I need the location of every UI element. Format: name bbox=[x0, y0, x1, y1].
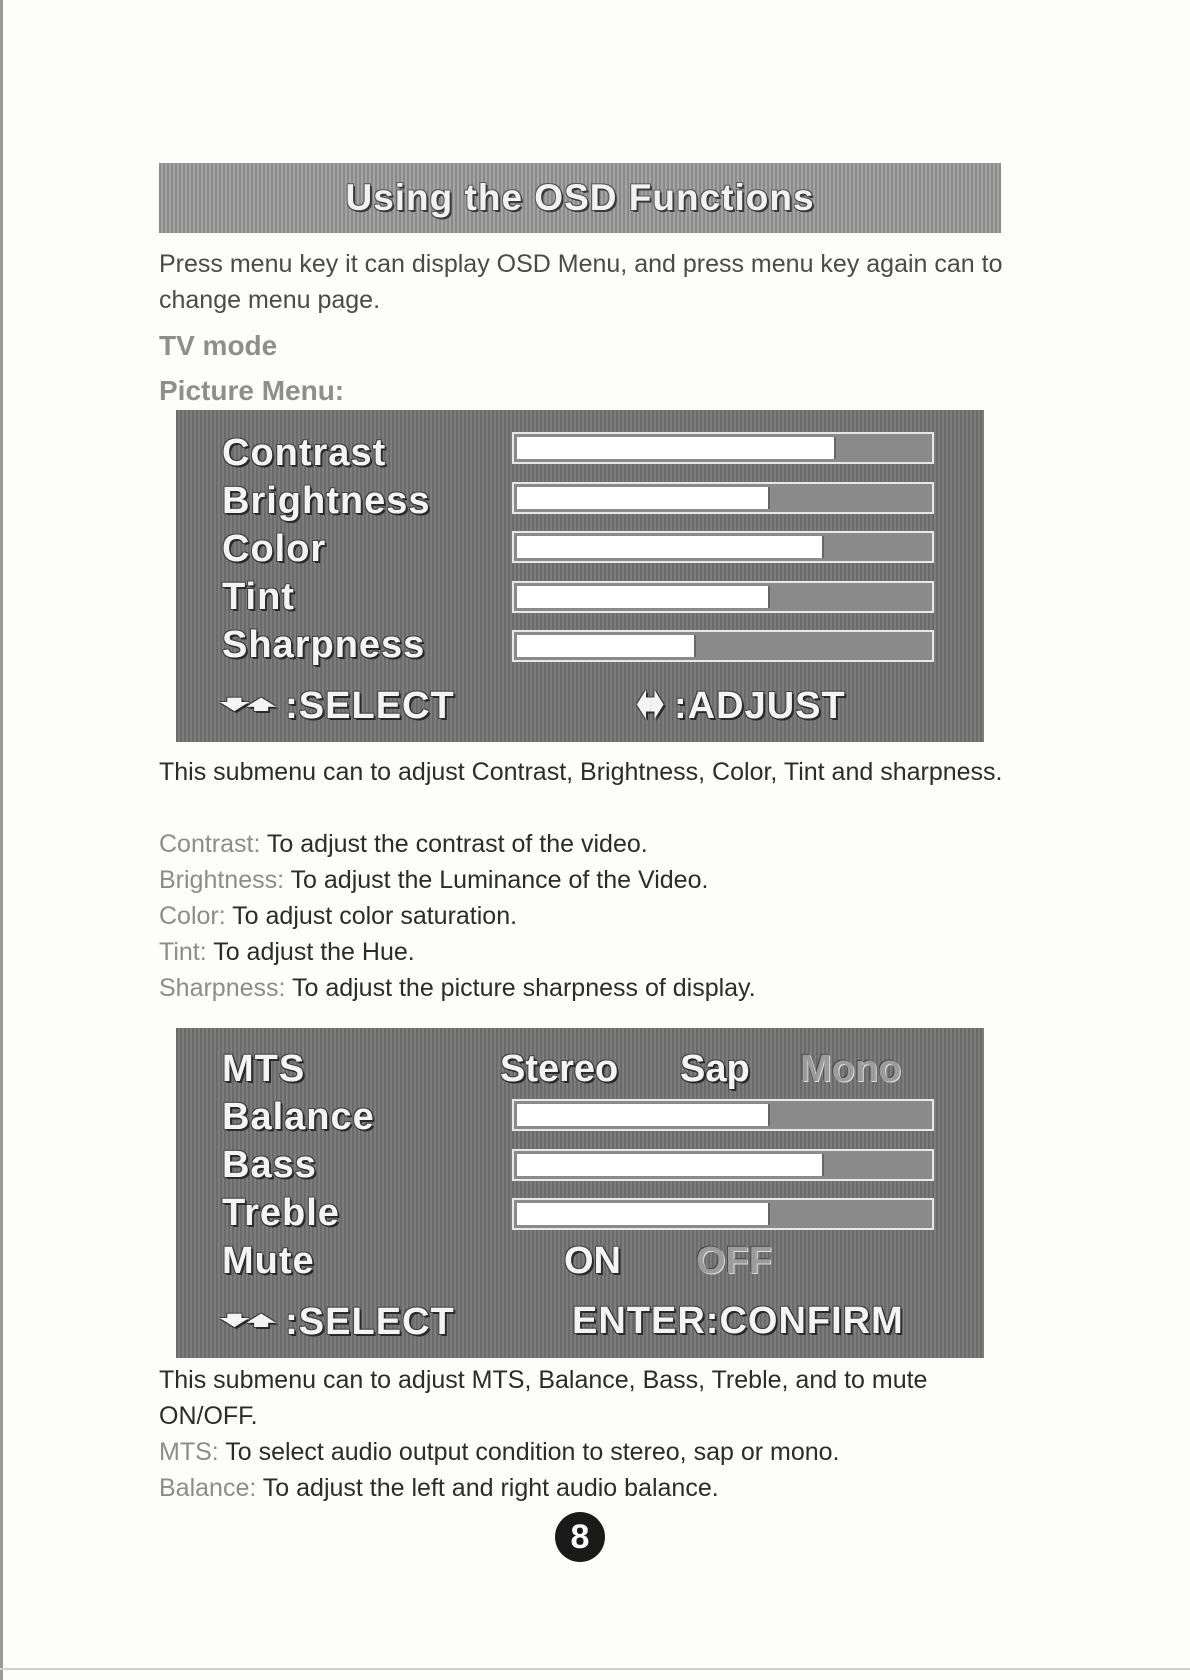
desc-brightness-text: To adjust the Luminance of the Video. bbox=[284, 866, 709, 894]
mts-option-sap[interactable]: Sap bbox=[680, 1048, 750, 1090]
page-edge bbox=[0, 0, 3, 1680]
osd-label-treble: Treble bbox=[222, 1192, 340, 1234]
slider-fill bbox=[517, 487, 770, 509]
color-slider[interactable] bbox=[512, 531, 934, 563]
adjust-hint-text: :ADJUST bbox=[674, 685, 846, 727]
term-brightness: Brightness: bbox=[159, 866, 285, 894]
bass-slider[interactable] bbox=[512, 1149, 934, 1181]
slider-fill bbox=[517, 1104, 770, 1126]
audio-select-hint-text: :SELECT bbox=[285, 1301, 455, 1343]
picture-intro: This submenu can to adjust Contrast, Brightness, Color, Tint and sharpness. bbox=[159, 758, 1003, 786]
slider-fill bbox=[517, 437, 836, 459]
osd-label-bass: Bass bbox=[222, 1144, 317, 1186]
mode-heading: TV mode bbox=[159, 330, 278, 361]
desc-tint bbox=[159, 934, 415, 970]
slider-fill bbox=[517, 1154, 824, 1176]
osd-label-balance: Balance bbox=[222, 1096, 375, 1138]
desc-mts bbox=[159, 1434, 839, 1470]
brightness-slider[interactable] bbox=[512, 482, 934, 514]
mute-option-off[interactable]: OFF bbox=[696, 1240, 772, 1282]
tint-slider[interactable] bbox=[512, 581, 934, 613]
term-balance: Balance: bbox=[159, 1474, 257, 1502]
desc-sharpness-text: To adjust the picture sharpness of display. bbox=[285, 974, 756, 1002]
term-mts: MTS: bbox=[159, 1438, 219, 1466]
confirm-hint: ENTER:CONFIRM bbox=[572, 1300, 904, 1342]
menu-heading: Picture Menu: bbox=[159, 375, 345, 406]
slider-fill bbox=[517, 635, 696, 657]
slider-fill bbox=[517, 536, 824, 558]
left-right-arrow-icon: 🡀🡂 bbox=[636, 689, 663, 720]
desc-balance bbox=[159, 1470, 719, 1506]
osd-label-contrast: Contrast bbox=[222, 432, 387, 474]
osd-label-tint: Tint bbox=[222, 576, 295, 618]
mute-option-on[interactable]: ON bbox=[564, 1240, 621, 1282]
adjust-hint bbox=[636, 684, 846, 732]
audio-select-hint bbox=[220, 1300, 455, 1348]
balance-slider[interactable] bbox=[512, 1099, 934, 1131]
osd-label-color: Color bbox=[222, 528, 327, 570]
select-hint-text: :SELECT bbox=[285, 685, 455, 727]
mts-option-mono[interactable]: Mono bbox=[800, 1048, 902, 1090]
desc-contrast-text: To adjust the contrast of the video. bbox=[260, 830, 648, 858]
section-title: Using the OSD Functions bbox=[345, 177, 815, 218]
desc-brightness bbox=[159, 862, 708, 898]
term-contrast: Contrast: bbox=[159, 830, 261, 858]
term-color: Color: bbox=[159, 902, 226, 930]
desc-balance-text: To adjust the left and right audio balance. bbox=[256, 1474, 719, 1502]
down-up-arrow-icon: 🡃🡁 bbox=[220, 689, 274, 720]
term-tint: Tint: bbox=[159, 938, 207, 966]
term-sharpness: Sharpness: bbox=[159, 974, 286, 1002]
section-title-bar bbox=[159, 163, 1001, 233]
bottom-rule bbox=[0, 1668, 1190, 1670]
osd-label-brightness: Brightness bbox=[222, 480, 431, 522]
slider-fill bbox=[517, 1203, 770, 1225]
select-hint bbox=[220, 684, 455, 732]
contrast-slider[interactable] bbox=[512, 432, 934, 464]
page-number-badge: 8 bbox=[555, 1512, 605, 1562]
osd-label-sharpness: Sharpness bbox=[222, 624, 426, 666]
mts-option-stereo[interactable]: Stereo bbox=[500, 1048, 619, 1090]
desc-contrast bbox=[159, 826, 648, 862]
desc-mts-text: To select audio output condition to stereo, sap or mono. bbox=[218, 1438, 840, 1466]
slider-fill bbox=[517, 586, 770, 608]
intro-text: Press menu key it can display OSD Menu, and press menu key again can to change menu page. bbox=[159, 250, 1003, 314]
osd-label-mts: MTS bbox=[222, 1048, 306, 1090]
audio-osd-menu bbox=[176, 1028, 984, 1358]
picture-osd-menu bbox=[176, 410, 984, 742]
desc-color-text: To adjust color saturation. bbox=[225, 902, 518, 930]
audio-intro: This submenu can to adjust MTS, Balance, Bass, Treble, and to mute ON/OFF. bbox=[159, 1366, 928, 1430]
sharpness-slider[interactable] bbox=[512, 630, 934, 662]
treble-slider[interactable] bbox=[512, 1198, 934, 1230]
desc-tint-text: To adjust the Hue. bbox=[206, 938, 415, 966]
desc-sharpness bbox=[159, 970, 756, 1006]
down-up-arrow-icon: 🡃🡁 bbox=[220, 1305, 274, 1336]
osd-label-mute: Mute bbox=[222, 1240, 315, 1282]
desc-color bbox=[159, 898, 517, 934]
